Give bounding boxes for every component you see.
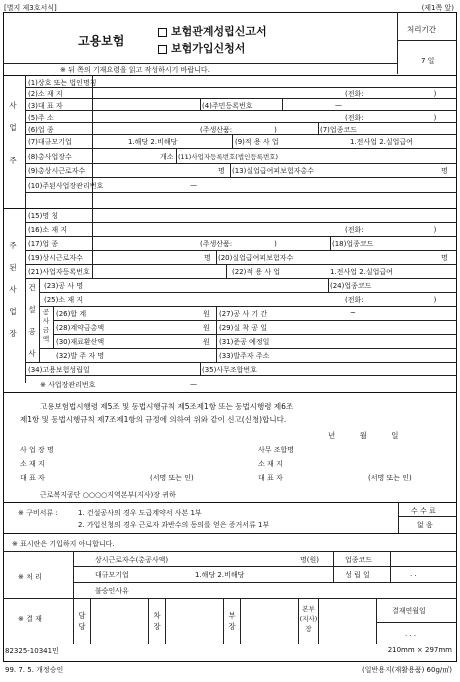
field-representative: (3)대 표 자: [28, 102, 63, 110]
field-biz-reg-no: (11)사업자등록번호(법인등록번호): [178, 153, 279, 161]
field-site-industry: (17)업 종: [28, 240, 59, 248]
field-completion-date: (31)준공 예정일: [219, 338, 270, 346]
approval-director: 본부 (지사) 장: [299, 605, 318, 633]
office-large-company-options[interactable]: 1.해당 2.비해당: [195, 571, 245, 579]
option-join[interactable]: 보험가입신청서: [158, 40, 245, 56]
field-industry-code: (7)업종코드: [320, 126, 357, 134]
declaration-date: 년 월 일: [328, 431, 399, 440]
form-number: [별지 제3호서식]: [4, 4, 57, 12]
field-total-insured: (13)실업급여피보험자총수: [232, 167, 314, 175]
field-total-amount: (26)합 계: [56, 310, 87, 318]
field-project-code: (24)업종코드: [330, 282, 372, 290]
office-use-note: ※ 표시란은 기입하지 아니합니다.: [12, 540, 115, 548]
field-industry: (6)업 종: [28, 126, 54, 134]
field-orderer-name: (32)발 주 자 명: [56, 352, 105, 360]
applicable-business-options[interactable]: 1.전사업 2.실업급여: [350, 138, 413, 146]
footer-paper: (일반용지(재활용품) 60g/㎡): [362, 666, 452, 674]
section-site-label: 주 된 사 업 장: [9, 241, 17, 338]
field-material-amount: (30)재료환산액: [56, 338, 105, 346]
field-site-industry-code: (18)업종코드: [332, 240, 374, 248]
declaration-line1: 고용보험법시행령 제5조 및 동법시행규칙 제5조제1항 또는 동법시행령 제6조: [40, 402, 294, 411]
field-site-address: (16)소 재 지: [28, 226, 68, 234]
office-workers-label: 상시근로자수(총공사액): [95, 556, 169, 564]
recipient: 근로복지공단 ○○○○지역본부(지사)장 귀하: [40, 491, 176, 499]
office-establish-date-label: 성 립 일: [345, 571, 370, 579]
field-site-mgmt-no: ※ 사업장관리번호: [40, 381, 96, 389]
applicant-rep: 대 표 자: [20, 474, 45, 482]
field-owner-address: (5)주 소: [28, 114, 54, 122]
office-industry-code-label: 업종코드: [345, 556, 373, 564]
office-rejection-reason: 불승인사유: [95, 587, 129, 595]
field-site-biz-reg: (21)사업자등록번호: [28, 268, 90, 276]
field-site-insured: (20)실업급여피보험자수: [218, 254, 294, 262]
field-main-site-number: (10)주된사업장관리번호: [28, 182, 104, 190]
field-contract-amount: (28)계약금총액: [56, 324, 105, 332]
approval-deputy: 차 장: [153, 611, 161, 631]
checkbox[interactable]: [158, 45, 167, 54]
field-total-workers: (9)총상시근로자수: [28, 167, 86, 175]
field-site-name: (15)명 칭: [28, 212, 59, 220]
processing-period-label: 처리기간: [407, 25, 436, 34]
field-applicable-business: (9)적 용 사 업: [235, 138, 279, 146]
field-establish-date: (34)고용보험성립일: [28, 366, 90, 374]
union-name: 사무 조합명: [258, 446, 295, 454]
processing-label: ※ 처 리: [18, 573, 42, 581]
field-start-date: (29)실 착 공 일: [219, 324, 268, 332]
field-site-applicable: (22)적 용 사 업: [232, 268, 281, 276]
processing-period-value: 7 일: [421, 57, 435, 65]
approval-label: ※ 결 재: [18, 615, 42, 623]
field-large-company: (7)대규모기업: [28, 138, 72, 146]
field-project-period: (27)공 사 기 간: [219, 310, 268, 318]
page-indicator: (제1쪽 앞): [421, 4, 454, 12]
field-address: (2)소 재 지: [28, 90, 63, 98]
footer-approval-date: 99. 7. 5. 개정승인: [5, 666, 64, 674]
field-company-name: (1)상호 또는 법인명칭: [28, 79, 97, 87]
field-orderer-address: (33)발주자 주소: [219, 352, 270, 360]
union-rep: 대 표 자: [258, 474, 283, 482]
option-establish[interactable]: 보험관계성립신고서: [158, 23, 267, 39]
union-address: 소 재 지: [258, 460, 283, 468]
approval-staff: 담 당: [78, 611, 86, 631]
applicant-address: 소 재 지: [20, 460, 45, 468]
applicant-company: 사 업 장 명: [20, 446, 54, 454]
office-large-company-label: 대규모기업: [95, 571, 129, 579]
fee-value: 없 음: [417, 521, 433, 529]
field-project-name: (23)공 사 명: [44, 282, 84, 290]
amount-label: 공 사 금 액: [42, 308, 50, 343]
field-site-workers: (19)상시근로자수: [28, 254, 83, 262]
phone-label-2: (전화: ): [345, 114, 437, 122]
fee-label: 수 수 료: [411, 507, 436, 515]
field-project-address: (25)소 재 지: [44, 296, 84, 304]
checkbox[interactable]: [158, 28, 167, 37]
large-company-options[interactable]: 1.해당 2.비해당: [128, 138, 178, 146]
footer-size: 210mm × 297mm: [387, 646, 452, 654]
main-product-label: (주생산품: ): [200, 126, 277, 134]
insurance-title: 고용보험: [78, 34, 125, 48]
declaration-line2: 제1항 및 동법시행규칙 제7조제1항의 규정에 의하여 위와 같이 신고(신청)합니다.: [20, 415, 287, 424]
note-read-back: ※ 뒤 쪽의 기재요령을 읽고 작성하시기 바랍니다.: [60, 66, 210, 74]
attachment-1: 1. 건설공사의 경우 도급계약서 사본 1부: [78, 509, 202, 517]
attachments-label: ※ 구비서류 :: [18, 509, 58, 517]
union-sign: (서명 또는 인): [368, 474, 412, 482]
field-total-sites: (8)총사업장수: [28, 153, 72, 161]
field-resident-no: (4)주민등록번호: [202, 102, 253, 110]
field-union-number: (35)사무조합번호: [202, 366, 257, 374]
phone-label: (전화: ): [345, 90, 437, 98]
footer-code: 82325-10341민: [5, 647, 59, 655]
site-applicable-options[interactable]: 1.전사업 2.실업급여: [330, 268, 393, 276]
construction-label: 건 설 공 사: [28, 283, 36, 358]
approval-date-label: 결재연월일: [392, 607, 426, 615]
applicant-sign: (서명 또는 인): [150, 474, 194, 482]
section-business-label: 사 업 주: [9, 101, 17, 165]
approval-manager: 부 장: [228, 611, 236, 631]
attachment-2: 2. 가입신청의 경우 근로자 과반수의 동의를 얻은 증거서류 1부: [78, 521, 270, 529]
